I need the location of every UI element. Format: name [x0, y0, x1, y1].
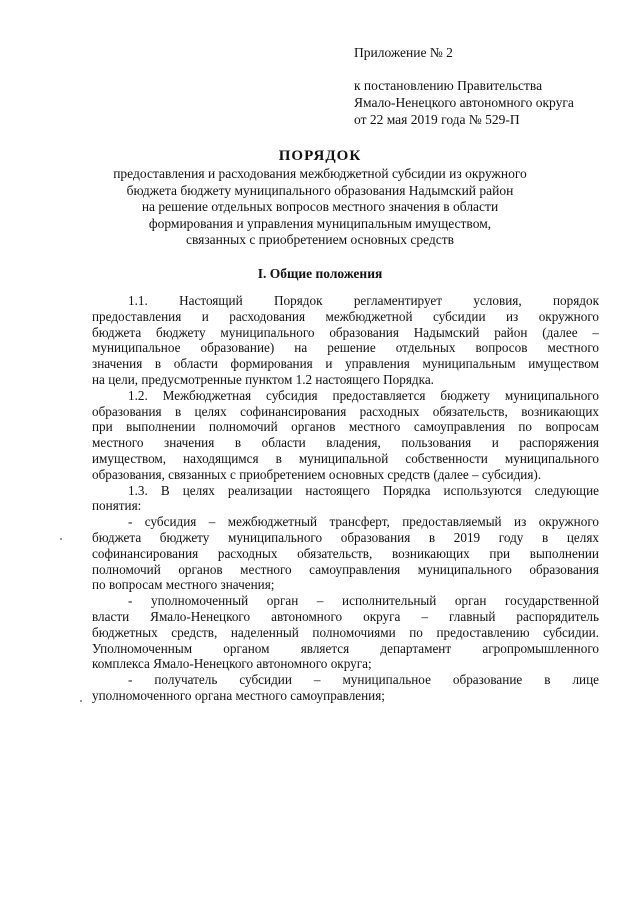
text-line: предоставления и расходования межбюджетной субсидии из окружного	[92, 308, 599, 324]
definition-subsidy	[92, 514, 599, 593]
appendix-line-3: от 22 мая 2019 года № 529-П	[354, 112, 520, 127]
paragraph-1-2	[92, 388, 599, 483]
text-line: значения в области формирования и управления муниципальным имуществом	[92, 356, 599, 372]
document-subtitle	[90, 166, 550, 249]
text-line: - уполномоченный орган – исполнительный орган государственной	[128, 593, 599, 609]
paragraph-1-3	[92, 483, 599, 515]
scan-speck	[60, 538, 62, 540]
text-line: - получатель субсидии – муниципальное образование в лице	[128, 672, 599, 688]
text-line: местного значения в области владения, пользования и распоряжения	[92, 435, 599, 451]
text-line: бюджета бюджету муниципального образования в 2019 году в целях	[92, 529, 599, 545]
subtitle-line: формирования и управления муниципальным имуществом,	[148, 215, 492, 231]
text-line: 1.1. Настоящий Порядок регламентирует условия, порядок	[128, 293, 599, 308]
paragraph-1-1	[92, 293, 599, 388]
appendix-title: Приложение № 2	[354, 45, 453, 60]
document-title: ПОРЯДОК	[278, 148, 362, 164]
appendix-header	[354, 44, 614, 128]
text-line: бюджетных средств, наделенный полномочиями по предоставлению субсидии.	[92, 624, 599, 640]
text-line: 1.2. Межбюджетная субсидия предоставляется бюджету муниципального	[128, 387, 599, 403]
text-line: образования в целях софинансирования расходных обязательств, возникающих	[92, 403, 599, 419]
appendix-line-2: Ямало-Ненецкого автономного округа	[354, 95, 574, 110]
subtitle-line: на решение отдельных вопросов местного значения в области	[141, 199, 499, 214]
text-line: образования, связанных с приобретением основных средств (далее – субсидия).	[92, 466, 542, 482]
text-line: имуществом, находящимся в муниципальной собственности муниципального	[92, 450, 599, 466]
text-line: по вопросам местного значения;	[92, 577, 275, 593]
definition-authorized-body	[92, 593, 599, 672]
document-body	[92, 293, 599, 704]
text-line: 1.3. В целях реализации настоящего Порядка используются следующие	[128, 482, 599, 498]
text-line: власти Ямало-Ненецкого автономного округа – главный распорядитель	[92, 608, 599, 624]
text-line: при выполнении полномочий органов местного самоуправления по вопросам	[92, 419, 599, 435]
text-line: Уполномоченным органом является департамент агропромышленного	[92, 640, 599, 656]
text-line: на цели, предусмотренные пунктом 1.2 настоящего Порядка.	[92, 371, 434, 387]
subtitle-line: предоставления и расходования межбюджетной субсидии из окружного	[113, 166, 527, 181]
text-line: - субсидия – межбюджетный трансферт, предоставляемый из окружного	[128, 514, 599, 530]
text-line: понятия:	[92, 498, 142, 514]
text-line: уполномоченного органа местного самоуправления;	[92, 687, 385, 703]
text-line: бюджета бюджету муниципального образования Надымский район (далее –	[92, 324, 599, 340]
text-line: софинансирования расходных обязательств, возникающих при выполнении	[92, 545, 599, 561]
text-line: комплекса Ямало-Ненецкого автономного округа;	[92, 656, 372, 672]
appendix-line-1: к постановлению Правительства	[354, 78, 543, 93]
subtitle-line: связанных с приобретением основных средств	[185, 232, 455, 247]
text-line: полномочий органов местного самоуправления муниципального образования	[92, 561, 599, 577]
text-line: муниципальное образование) на решение отдельных вопросов местного	[92, 340, 599, 356]
section-title: I. Общие положения	[257, 266, 383, 281]
scan-speck	[80, 700, 82, 702]
subtitle-line: бюджета бюджету муниципального образования Надымский район	[126, 182, 514, 198]
definition-recipient	[92, 672, 599, 704]
